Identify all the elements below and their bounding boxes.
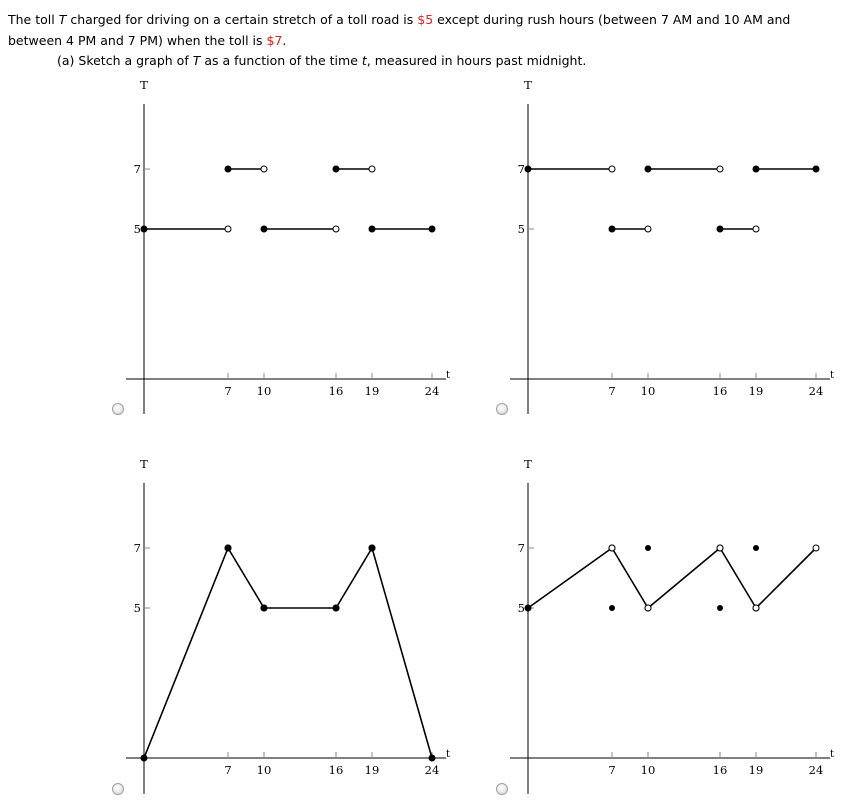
- graph-segment: [528, 548, 612, 608]
- y-tick-label: 7: [133, 541, 141, 555]
- question-text-part: The toll: [8, 12, 59, 27]
- x-tick-label: 16: [712, 384, 728, 398]
- variable-t: t: [361, 53, 367, 68]
- x-tick-label: 19: [748, 763, 764, 777]
- x-tick-label: 7: [608, 763, 616, 777]
- x-tick-label: 24: [424, 763, 440, 777]
- graph-segment: [612, 548, 648, 608]
- x-tick-label: 16: [712, 763, 728, 777]
- radio-option-b[interactable]: [496, 403, 508, 415]
- question-text-part: .: [282, 33, 287, 48]
- regular-toll-amount: $5: [417, 12, 434, 27]
- graph-segment: [720, 548, 756, 608]
- x-tick-label: 19: [748, 384, 764, 398]
- y-axis-label: T: [140, 457, 148, 471]
- question-text-part: except during rush hours (between 7 AM and 10 AM and between 4 PM and 7 PM) when the toll is: [8, 12, 791, 48]
- y-tick-label: 5: [517, 222, 525, 236]
- closed-endpoint: [525, 605, 531, 611]
- y-axis-label: T: [524, 78, 532, 92]
- x-axis-label: t: [829, 370, 835, 381]
- rush-hour-toll-amount: $7: [266, 33, 283, 48]
- y-tick-label: 7: [517, 541, 525, 555]
- x-tick-label: 10: [256, 763, 272, 777]
- open-endpoint: [609, 545, 615, 551]
- x-tick-label: 24: [808, 763, 824, 777]
- x-tick-label: 16: [328, 384, 344, 398]
- graph-segment: [648, 548, 720, 608]
- x-tick-label: 19: [364, 384, 380, 398]
- x-tick-label: 19: [364, 763, 380, 777]
- y-tick-label: 7: [517, 162, 525, 176]
- x-axis-label: t: [445, 749, 451, 760]
- x-tick-label: 7: [224, 384, 232, 398]
- x-tick-label: 7: [608, 384, 616, 398]
- variable-T: T: [58, 12, 67, 27]
- x-tick-label: 10: [256, 384, 272, 398]
- x-axis-label: t: [445, 370, 451, 381]
- question-text-part: charged for driving on a certain stretch of a toll road is: [66, 12, 418, 27]
- isolated-point: [753, 545, 759, 551]
- x-tick-label: 24: [808, 384, 824, 398]
- open-endpoint: [717, 545, 723, 551]
- y-tick-label: 5: [133, 601, 141, 615]
- x-tick-label: 24: [424, 384, 440, 398]
- x-axis-label: t: [829, 749, 835, 760]
- isolated-point: [609, 605, 615, 611]
- x-tick-label: 16: [328, 763, 344, 777]
- y-tick-label: 5: [517, 601, 525, 615]
- open-endpoint: [813, 545, 819, 551]
- variable-T: T: [192, 53, 201, 68]
- prompt-text-part: (a) Sketch a graph of: [57, 53, 193, 68]
- prompt-text-part: as a function of the time: [200, 53, 362, 68]
- graph-segment: [756, 548, 816, 608]
- y-tick-label: 7: [133, 162, 141, 176]
- y-axis-label: T: [140, 78, 148, 92]
- isolated-point: [645, 545, 651, 551]
- isolated-point: [717, 605, 723, 611]
- y-axis-label: T: [524, 457, 532, 471]
- radio-option-d[interactable]: [496, 783, 508, 795]
- y-tick-label: 5: [133, 222, 141, 236]
- x-tick-label: 10: [640, 384, 656, 398]
- prompt-text-part: , measured in hours past midnight.: [366, 53, 587, 68]
- open-endpoint: [645, 605, 651, 611]
- radio-option-a[interactable]: [112, 403, 124, 415]
- x-tick-label: 10: [640, 763, 656, 777]
- radio-option-c[interactable]: [112, 783, 124, 795]
- open-endpoint: [753, 605, 759, 611]
- x-tick-label: 7: [224, 763, 232, 777]
